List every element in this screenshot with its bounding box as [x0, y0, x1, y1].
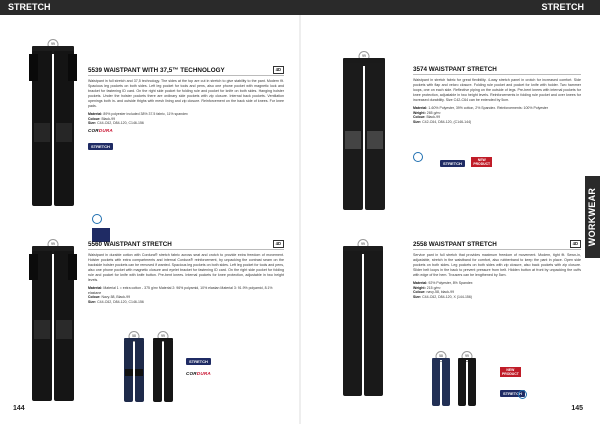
product-code-badge: 4D — [273, 66, 284, 74]
product-description: Waistpant in full stretch and 37,5 technology. The sides at the top are cut in stretch to give stability to the pant. Modern fit. Spacious leg pockets on both sides. Left leg pocket for tools and pens, also one phone pocket with magnetic lock and bracket for fastening ID card. On the right side pocket for folding rule and pocket for knife on both sides. Hanging holster pockets. Under the holster pockets there are ordinary side pockets with zip closure. Internal back pockets. Ventilation openings both in- and outside thighs with mesh lining and zip closure. Reinforcement on the back side of knees. For knee pads. — [88, 79, 284, 108]
stretch-badge: STRETCH — [186, 358, 211, 365]
product-weight: Weight: 215 g/m² — [413, 285, 441, 290]
side-tab-label: WORKWEAR — [587, 187, 598, 247]
product-code-badge: 4D — [273, 240, 284, 248]
product-material: Material: 92% Polyester, 8% Spandex — [413, 281, 473, 285]
product-size: Size: C44-C62, D84-120, C146-156 — [88, 299, 144, 304]
technology-icon — [92, 214, 102, 224]
workwear-side-tab[interactable] — [585, 176, 600, 258]
product-description: Waistpant in stretch fabric for great flexibility. 4-way stretch panel in crotch for increased comfort. Side pockets with flap and velcro closure. Folding rule pocket and pocket for knife with holder. Two hammer loops, one on each side. Reflective piping on the outside of legs. Pre-bent knees with internal pockets for knee protection, adjustable in two height levels. Reinforcements in folding rule pocket and over knees for increased durability. Size C42-C64 can be extended by 5cm. — [413, 78, 581, 102]
colour-swatch-navy-5560: 58 — [124, 338, 144, 402]
section-header-right: STRETCH — [300, 0, 600, 15]
product-title — [88, 240, 284, 250]
product-block-5539 — [88, 66, 284, 153]
product-material: Material: 89% polyester included 38% 37.5 fabric, 11% spandex — [88, 112, 188, 116]
page-spine — [299, 15, 301, 424]
product-image-3574 — [343, 54, 385, 210]
product-description: Service pant in full stretch that provides maximum freedom of movement. Modern, tight fit. Sewn-in, adjustable, stretch in the waistband for comfort, also rubberband to keep the pant in place. Open side pockets on both sides. Leg pockets on both sides with zip closure, also back pockets with zip closure. Slider belt loops in the back to prevent pressure from belt. Hidden button at front by unpacking the cuffs with edge of the hem. Trousers can be lengthened by 5cm. — [413, 253, 581, 277]
product-image-2558 — [343, 242, 383, 396]
cordura-logo: CORDURA — [186, 371, 211, 376]
page-number-left: 144 — [13, 405, 25, 412]
product-material: Material: Material 1 = extra cotton - 375 g/m² Material 2: 96% polyamid, 10% elastan Material 3: 91.9% polyamid, 8.1% elastane — [88, 286, 273, 295]
product-image-number: 99 — [48, 239, 59, 250]
product-block-2558 — [413, 240, 581, 299]
product-title-text: 5539 WAISTPANT WITH 37,5™ TECHNOLOGY — [88, 66, 225, 74]
product-image-5560 — [32, 242, 74, 401]
section-header-left: STRETCH — [0, 0, 300, 15]
product-material: Material: 1-60% Polyester, 39% cotton, 2% Spandex. Reinforcements: 100% Polyester — [413, 106, 549, 110]
product-colour: Colour: Black-99 — [413, 115, 441, 120]
product-block-5560 — [88, 240, 284, 304]
product-title-text: 3574 WAISTPANT STRETCH — [413, 66, 497, 73]
page-number-right: 145 — [571, 405, 583, 412]
product-title-text: 2558 WAISTPANT STRETCH — [413, 240, 497, 248]
product-colour: Colour: Black-99 — [88, 116, 116, 121]
product-size: Size: C42-C64, D84-120, (C146-144) — [413, 119, 472, 124]
product-title — [88, 66, 284, 76]
stretch-badge: STRETCH — [88, 143, 113, 150]
colour-swatch-navy-2558: 58 — [432, 358, 450, 406]
product-title — [413, 240, 581, 250]
product-image-5539 — [32, 42, 74, 206]
product-colour: Colour: navy-58, black-99 — [413, 290, 455, 295]
product-block-3574 — [413, 66, 581, 124]
product-colour: Colour: Navy-58, Black-99 — [88, 295, 131, 300]
product-image-number: 99 — [48, 39, 59, 50]
product-weight: Weight: 265 g/m² — [413, 110, 441, 115]
colour-swatch-black-5560: 99 — [153, 338, 173, 402]
technology-icon — [413, 152, 423, 162]
logos-5560 — [186, 350, 246, 376]
product-image-number: 99 — [358, 239, 369, 250]
colour-swatch-black-2558: 99 — [458, 358, 476, 406]
product-image-number: 99 — [359, 51, 370, 62]
technology-icon — [518, 390, 527, 399]
product-size: Size: C44-C62, D84-120, X (144-156) — [413, 294, 472, 299]
product-code-badge: 4D — [570, 240, 581, 248]
product-title-text: 5560 WAISTPANT STRETCH — [88, 240, 172, 248]
new-product-badge: NEW PRODUCT — [502, 368, 519, 376]
stretch-badge: STRETCH — [440, 160, 465, 167]
product-title — [413, 66, 581, 75]
stretch-badge: STRETCH — [500, 390, 525, 397]
badges-3574 — [440, 152, 520, 170]
cordura-logo: CORDURA — [88, 127, 113, 133]
product-description: Waistpant in durable cotton with Cordura® stretch fabric across seat and crotch to provide extra freedom of movement. Holster pockets with extra compartments and internal Cordura® reinforcement, by unpacking the contrast seam on the backside holster pockets can be removed if wanted. Spacious leg pockets on both sides. Left leg pocket for tools and pens, also one phone pocket with magnetic closure and eyelet bracket for fastening ID card. On the right side pocket for folding rule and pocket for knife with knife button. Pre-bent knees. Internal pockets for knee protection, adjustable in two height levels. — [88, 253, 284, 282]
product-size: Size: C44-C62, D84-120, C146-156 — [88, 121, 144, 126]
new-product-badge: NEW PRODUCT — [473, 158, 491, 166]
